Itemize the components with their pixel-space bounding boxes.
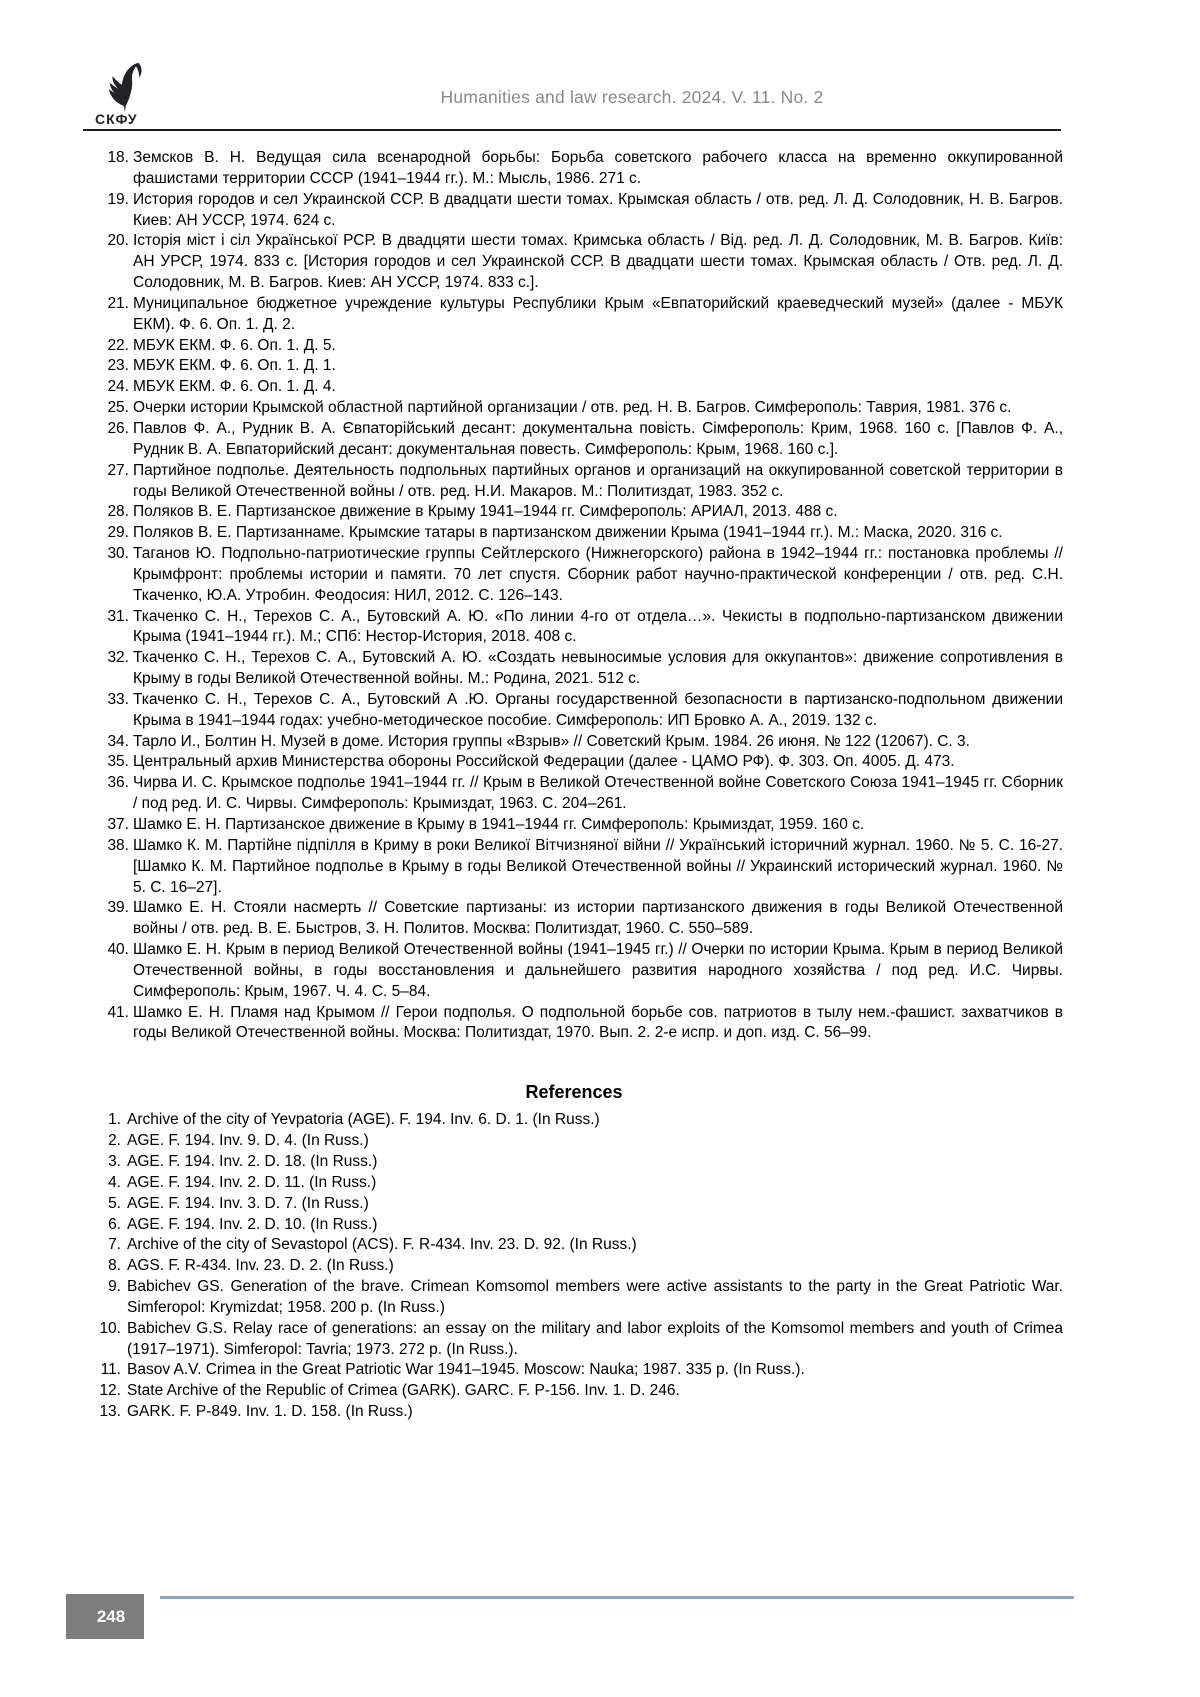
reference-number: 7. xyxy=(108,1236,121,1254)
reference-text: GARK. F. P-849. Inv. 1. D. 158. (In Russ.) xyxy=(127,1403,413,1421)
reference-item xyxy=(85,398,1063,419)
russian-references-list xyxy=(85,148,1063,1044)
reference-item xyxy=(85,1003,1063,1045)
reference-item xyxy=(85,356,1063,377)
reference-text: AGE. F. 194. Inv. 2. D. 18. (In Russ.) xyxy=(127,1152,378,1170)
reference-item xyxy=(85,1110,1063,1131)
reference-number: 28. xyxy=(107,503,129,521)
reference-item xyxy=(85,461,1063,503)
reference-text: Очерки истории Крымской областной партийной организации / отв. ред. Н. В. Багров. Симферополь: Таврия, 1981. 376 с. xyxy=(133,399,1012,417)
reference-item xyxy=(85,1152,1063,1173)
reference-number: 41. xyxy=(107,1003,129,1021)
page-number-badge: 248 xyxy=(66,1594,144,1639)
reference-text: Тарло И., Болтин Н. Музей в доме. История группы «Взрыв» // Советский Крым. 1984. 26 июня. № 122 (12067). С. 3. xyxy=(133,732,970,750)
reference-item xyxy=(85,1319,1063,1361)
reference-item xyxy=(85,294,1063,336)
reference-number: 6. xyxy=(108,1215,121,1233)
reference-item xyxy=(85,648,1063,690)
reference-number: 21. xyxy=(107,294,129,312)
reference-number: 30. xyxy=(107,545,129,563)
reference-number: 5. xyxy=(108,1194,121,1212)
reference-number: 37. xyxy=(107,816,129,833)
university-logo-label: СКФУ xyxy=(95,111,138,127)
reference-number: 13. xyxy=(99,1403,121,1421)
reference-number: 12. xyxy=(99,1382,121,1400)
reference-number: 20. xyxy=(107,232,129,250)
reference-text: Ткаченко С. Н., Терехов С. А., Бутовский А. Ю. «Создать невыносимые условия для оккупантов»: движение сопротивления в Крыму в годы Великой Отечественной войны. М.: Родина, 2021. 512 с. xyxy=(133,649,1063,688)
english-references-list xyxy=(85,1110,1063,1423)
reference-text: История городов и сел Украинской ССР. В двадцати шести томах. Крымская область / отв. ред. Л. Д. Солодовник, Н. В. Багров. Киев: АН УССР, 1974. 624 с. xyxy=(133,190,1063,229)
reference-text: Archive of the city of Sevastopol (ACS). F. R-434. Inv. 23. D. 92. (In Russ.) xyxy=(127,1236,637,1254)
reference-text: МБУК ЕКМ. Ф. 6. Оп. 1. Д. 1. xyxy=(133,357,336,375)
reference-text: Поляков В. Е. Партизанское движение в Крыму 1941–1944 гг. Симферополь: АРИАЛ, 2013. 488 с. xyxy=(133,503,838,521)
eagle-logo-icon xyxy=(95,61,175,115)
reference-item xyxy=(85,1173,1063,1194)
reference-item xyxy=(85,336,1063,357)
reference-number: 32. xyxy=(107,649,129,667)
reference-text: AGE. F. 194. Inv. 2. D. 10. (In Russ.) xyxy=(127,1215,378,1233)
reference-item xyxy=(85,1131,1063,1152)
reference-text: Історія міст і сіл Української РСР. В двадцяти шести томах. Кримська область / Від. ред. Л. Д. Солодовник, М. В. Багров. Київ: АН УРСР, 1974. 833 с. [История городов и сел Украинской ССР. В двадцати шести томах. Крымская область / Отв. ред. Л. Д. Солодовник, М. В. Багров. Киев: АН УССР, 1974. 833 с.]. xyxy=(133,232,1063,292)
reference-item xyxy=(85,1360,1063,1381)
reference-item xyxy=(85,377,1063,398)
reference-number: 19. xyxy=(107,190,129,208)
reference-item xyxy=(85,1402,1063,1423)
reference-text: Партийное подполье. Деятельность подпольных партийных органов и организаций на оккупированной советской территории в годы Великой Отечественной войны / отв. ред. Н.И. Макаров. М.: Политиздат, 1983. 352 с. xyxy=(133,461,1063,500)
reference-number: 23. xyxy=(107,357,129,375)
reference-number: 39. xyxy=(107,899,129,917)
reference-number: 10. xyxy=(99,1319,121,1337)
reference-number: 38. xyxy=(107,836,129,854)
reference-number: 18. xyxy=(107,149,129,166)
reference-text: МБУК ЕКМ. Ф. 6. Оп. 1. Д. 4. xyxy=(133,378,336,396)
reference-text: Шамко К. М. Партійне підпілля в Криму в роки Великої Вітчизняної війни // Український історичний журнал. 1960. № 5. С. 16-27. [Шамко К. М. Партийное подполье в Крыму в годы Великой Отечественной войны // Украинский исторический журнал. 1960. № 5. С. 16–27]. xyxy=(133,836,1063,896)
reference-item xyxy=(85,1215,1063,1236)
reference-item xyxy=(85,544,1063,607)
reference-text: Шамко Е. Н. Стояли насмерть // Советские партизаны: из истории партизанского движения в годы Великой Отечественной войны / отв. ред. В. Е. Быстров, З. Н. Политов. Москва: Политиздат, 1960. С. 550–589. xyxy=(133,899,1063,938)
reference-item xyxy=(85,732,1063,753)
reference-number: 8. xyxy=(108,1257,121,1275)
reference-number: 36. xyxy=(107,774,129,792)
reference-number: 24. xyxy=(107,378,129,396)
references-heading: References xyxy=(525,1082,623,1103)
reference-text: State Archive of the Republic of Crimea (GARK). GARC. F. P-156. Inv. 1. D. 246. xyxy=(127,1382,680,1400)
reference-text: Чирва И. С. Крымское подполье 1941–1944 гг. // Крым в Великой Отечественной войне Советского Союза 1941–1945 гг. Сборник / под ред. И. С. Чирвы. Симферополь: Крымиздат, 1963. С. 204–261. xyxy=(133,774,1063,813)
page-header xyxy=(83,0,1061,131)
reference-text: AGE. F. 194. Inv. 9. D. 4. (In Russ.) xyxy=(127,1132,369,1150)
reference-text: AGS. F. R-434. Inv. 23. D. 2. (In Russ.) xyxy=(127,1257,394,1275)
reference-text: Таганов Ю. Подпольно-патриотические группы Сейтлерского (Нижнегорского) района в 1942–1944 гг.: постановка проблемы // Крымфронт: проблемы истории и памяти. 70 лет спустя. Сборник работ научно-практической конференции / отв. ред. С.Н. Ткаченко, Ю.А. Утробин. Феодосия: НИЛ, 2012. С. 126–143. xyxy=(133,545,1063,604)
reference-item xyxy=(85,607,1063,649)
reference-item xyxy=(85,231,1063,294)
reference-number: 11. xyxy=(100,1361,121,1379)
reference-number: 4. xyxy=(108,1173,121,1191)
reference-text: Поляков В. Е. Партизаннаме. Крымские татары в партизанском движении Крыма (1941–1944 гг.). М.: Маска, 2020. 316 с. xyxy=(133,524,1003,542)
reference-text: Муниципальное бюджетное учреждение культуры Республики Крым «Евпаторийский краеведческий музей» (далее - МБУК ЕКМ). Ф. 6. Оп. 1. Д. 2. xyxy=(133,294,1063,333)
reference-number: 25. xyxy=(107,399,129,417)
references-content xyxy=(85,131,1063,1423)
reference-text: Шамко Е. Н. Партизанское движение в Крыму в 1941–1944 гг. Симферополь: Крымиздат, 1959. 160 с. xyxy=(133,816,865,833)
reference-text: Центральный архив Министерства обороны Российской Федерации (далее - ЦАМО РФ). Ф. 303. Оп. 4005. Д. 473. xyxy=(133,753,955,771)
reference-item xyxy=(85,502,1063,523)
reference-number: 34. xyxy=(107,732,129,750)
reference-item xyxy=(85,940,1063,1003)
footer-rule xyxy=(160,1596,1074,1599)
reference-text: Babichev GS. Generation of the brave. Crimean Komsomol members were active assistants to the party in the Great Patriotic War. Simferopol: Krymizdat; 1958. 200 p. (In Russ.) xyxy=(127,1278,1063,1316)
reference-item xyxy=(85,1235,1063,1256)
reference-number: 29. xyxy=(107,524,129,542)
reference-item xyxy=(85,523,1063,544)
reference-text: AGE. F. 194. Inv. 2. D. 11. (In Russ.) xyxy=(127,1173,377,1191)
university-logo xyxy=(95,61,175,127)
reference-item xyxy=(85,752,1063,773)
reference-text: Земсков В. Н. Ведущая сила всенародной борьбы: Борьба советского рабочего класса на временно оккупированной фашистами территории СССР (1941–1944 гг.). М.: Мысль, 1986. 271 с. xyxy=(133,149,1063,187)
reference-number: 33. xyxy=(107,690,129,708)
reference-number: 1. xyxy=(108,1111,121,1129)
reference-item xyxy=(85,1256,1063,1277)
reference-text: Ткаченко С. Н., Терехов С. А., Бутовский А. Ю. «По линии 4-го от отдела…». Чекисты в подпольно-партизанском движении Крыма (1941–1944 гг.). М.; СПб: Нестор-История, 2018. 408 с. xyxy=(133,607,1063,646)
reference-number: 26. xyxy=(107,419,129,437)
reference-item xyxy=(85,690,1063,732)
reference-text: Шамко Е. Н. Пламя над Крымом // Герои подполья. О подпольной борьбе сов. патриотов в тылу нем.-фашист. захватчиков в годы Великой Отечественной войны. Москва: Политиздат, 1970. Вып. 2. 2-е испр. и доп. изд. С. 56–99. xyxy=(133,1003,1063,1042)
reference-item xyxy=(85,148,1063,190)
reference-text: Archive of the city of Yevpatoria (AGE). F. 194. Inv. 6. D. 1. (In Russ.) xyxy=(127,1111,600,1129)
reference-number: 22. xyxy=(107,336,129,354)
reference-text: Ткаченко С. Н., Терехов С. А., Бутовский А .Ю. Органы государственной безопасности в партизанско-подпольном движении Крыма в 1941–1944 годах: учебно-методическое пособие. Симферополь: ИП Бровко А. А., 2019. 132 с. xyxy=(133,690,1063,729)
reference-item xyxy=(85,1277,1063,1319)
reference-text: Babichev G.S. Relay race of generations: an essay on the military and labor exploits of the Komsomol members and youth of Crimea (1917–1971). Simferopol: Tavria; 1973. 272 p. (In Russ.). xyxy=(127,1319,1063,1358)
reference-number: 3. xyxy=(108,1152,121,1170)
reference-number: 40. xyxy=(107,941,129,959)
reference-item xyxy=(85,1194,1063,1215)
reference-text: Basov A.V. Crimea in the Great Patriotic War 1941–1945. Moscow: Nauka; 1987. 335 p. (In Russ.). xyxy=(127,1361,805,1379)
reference-item xyxy=(85,190,1063,232)
reference-item xyxy=(85,898,1063,940)
reference-item xyxy=(85,773,1063,815)
reference-number: 35. xyxy=(107,753,129,771)
reference-number: 9. xyxy=(108,1278,121,1296)
journal-running-title: Humanities and law research. 2024. V. 11. No. 2 xyxy=(440,87,824,107)
reference-item xyxy=(85,1381,1063,1402)
reference-text: AGE. F. 194. Inv. 3. D. 7. (In Russ.) xyxy=(127,1194,369,1212)
reference-text: МБУК ЕКМ. Ф. 6. Оп. 1. Д. 5. xyxy=(133,336,336,354)
reference-number: 2. xyxy=(108,1132,121,1150)
reference-item xyxy=(85,836,1063,899)
reference-item xyxy=(85,419,1063,461)
reference-text: Шамко Е. Н. Крым в период Великой Отечественной войны (1941–1945 гг.) // Очерки по истории Крыма. Крым в период Великой Отечественной войны, в годы восстановления и дальнейшего развития народного хозяйства / под ред. И.С. Чирвы. Симферополь: Крым, 1967. Ч. 4. С. 5–84. xyxy=(133,941,1063,1000)
reference-text: Павлов Ф. А., Рудник В. А. Євпаторійський десант: документальна повість. Сімферополь: Крим, 1968. 160 с. [Павлов Ф. А., Рудник В. А. Евпаторийский десант: документальная повесть. Симферополь: Крым, 1968. 160 с.]. xyxy=(133,419,1063,458)
reference-number: 31. xyxy=(107,607,129,625)
reference-number: 27. xyxy=(107,461,129,479)
reference-item xyxy=(85,815,1063,836)
